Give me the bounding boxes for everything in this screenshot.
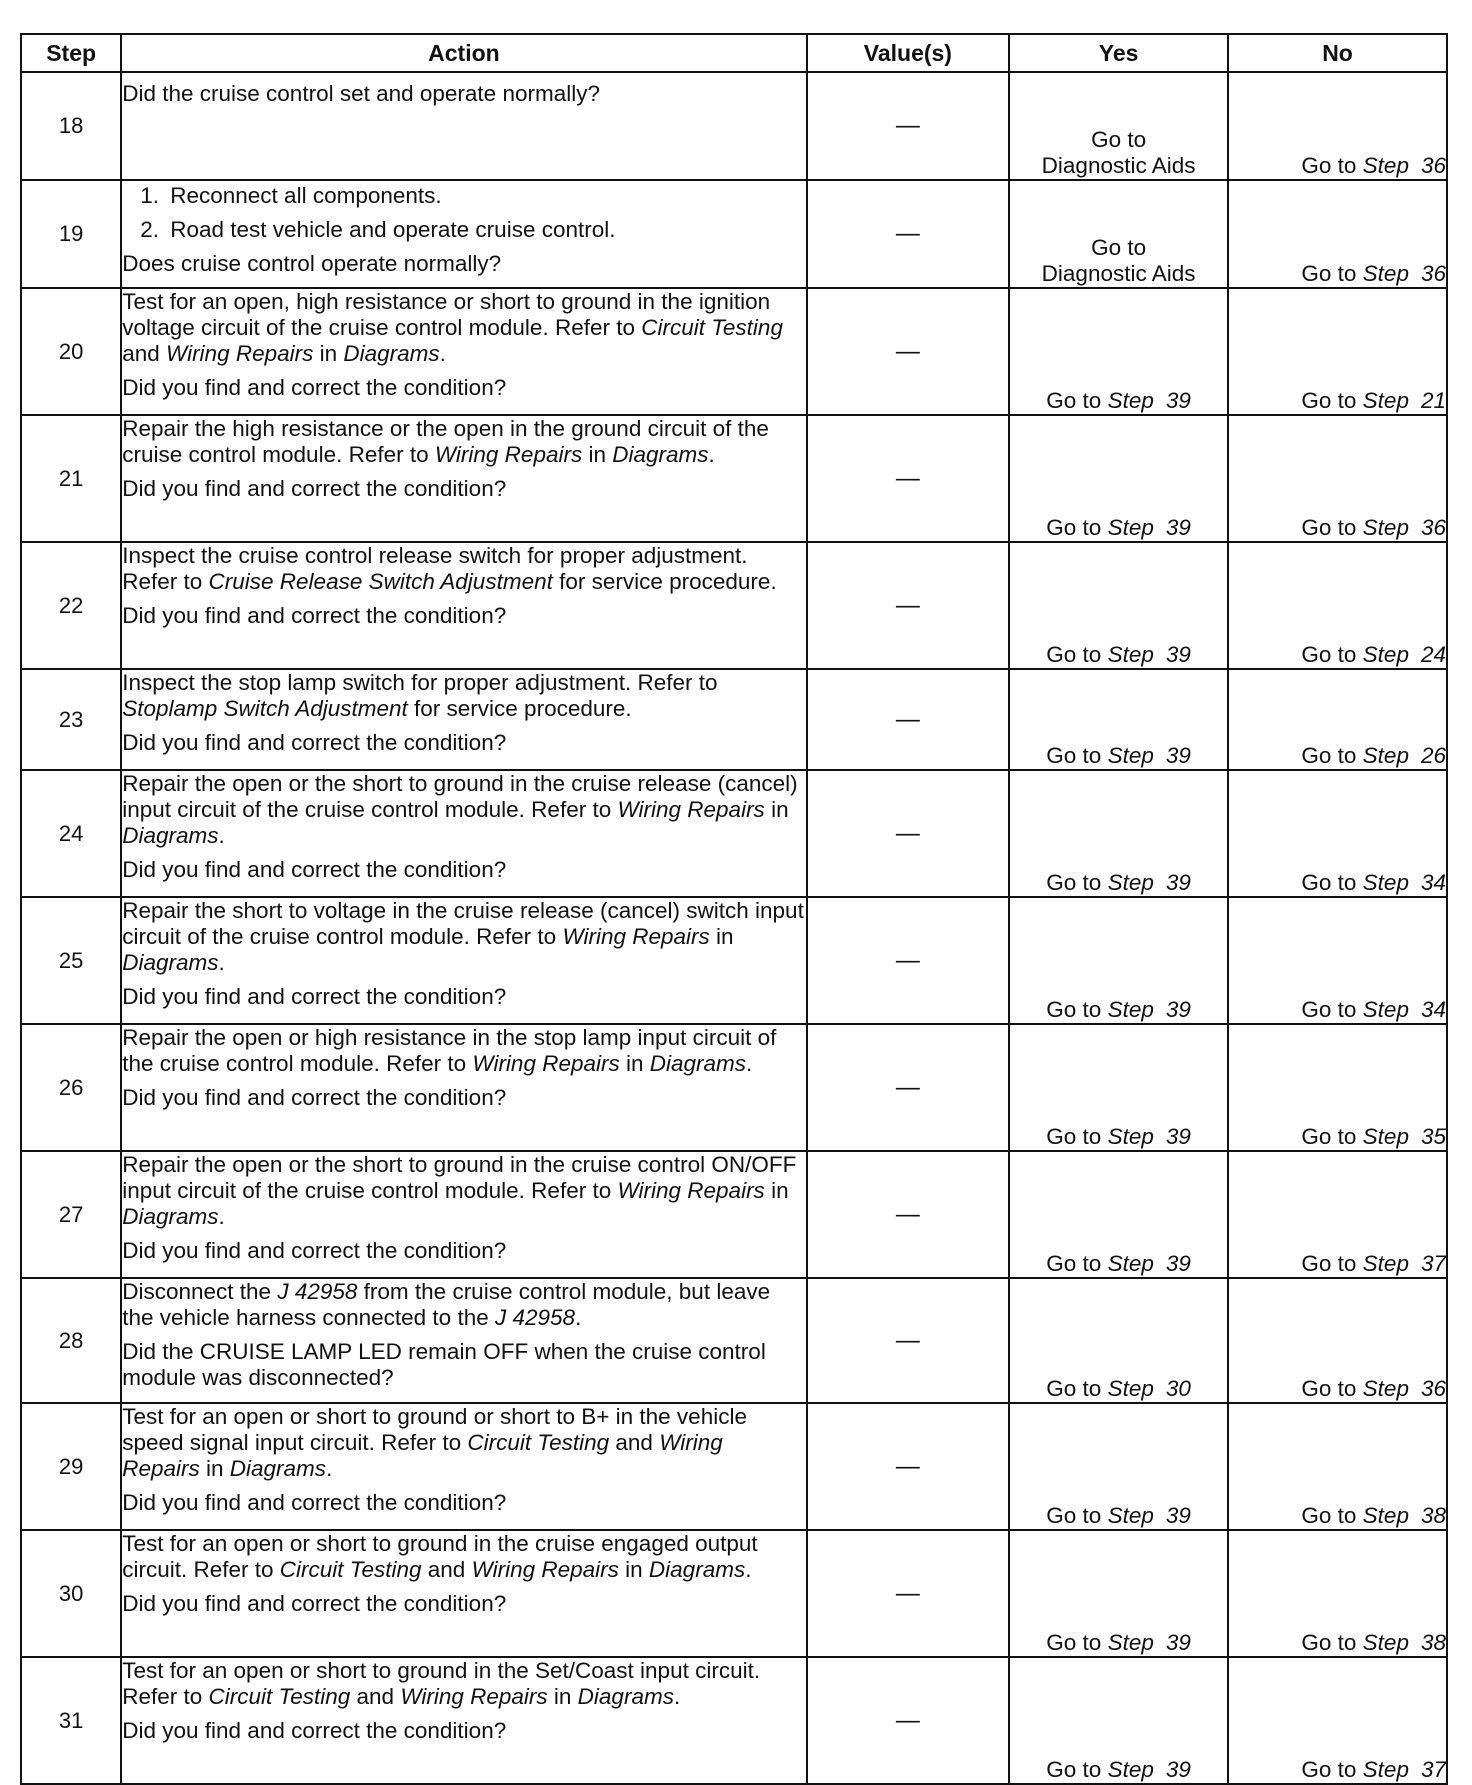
value-cell: — — [807, 1024, 1010, 1151]
reference-link: Wiring Repairs — [562, 924, 710, 949]
list-item-number: 1. — [140, 183, 159, 208]
step-number-cell: 18 — [21, 72, 121, 180]
step-number: 39 — [1165, 870, 1191, 895]
instruction-text: . — [708, 442, 715, 467]
action-question: Did you find and correct the condition? — [122, 730, 507, 755]
step-number: 39 — [1165, 642, 1191, 667]
action-cell — [121, 180, 806, 288]
reference-link: Diagrams — [229, 1456, 327, 1481]
step-word: Step — [1107, 1376, 1154, 1401]
yes-cell — [1009, 669, 1228, 770]
step-word: Step — [1362, 1376, 1409, 1401]
table-row — [21, 180, 1447, 288]
goto-label: Go to — [1046, 1376, 1102, 1401]
step-number: 39 — [1165, 743, 1191, 768]
goto-step-ref — [1301, 515, 1446, 540]
goto-step-ref — [1301, 388, 1446, 413]
instruction-text: . — [746, 1051, 753, 1076]
reference-link: Wiring Repairs — [122, 1430, 723, 1481]
action-cell — [121, 1403, 806, 1530]
action-cell — [121, 72, 806, 180]
reference-link: Diagrams — [577, 1684, 674, 1709]
instruction-text: and — [350, 1684, 401, 1709]
step-word: Step — [1107, 1251, 1154, 1276]
goto-step-ref — [1046, 1251, 1191, 1276]
value-cell: — — [807, 288, 1010, 415]
step-word: Step — [1107, 743, 1154, 768]
reference-link: Diagrams — [648, 1557, 746, 1582]
goto-label: Go to — [1301, 1251, 1357, 1276]
instruction-text: Test for an open or short to ground in the Set/Coast input circuit. Refer to — [122, 1658, 761, 1709]
goto-step-ref — [1046, 1376, 1191, 1401]
value-cell: — — [807, 669, 1010, 770]
table-row — [21, 770, 1447, 897]
instruction-text: in — [313, 341, 344, 366]
instruction-text: Test for an open, high resistance or short to ground in the ignition voltage circuit of the cruise control module. Refer to — [122, 289, 771, 340]
goto-step-ref — [1046, 515, 1191, 540]
goto-target: Diagnostic Aids — [1041, 153, 1196, 178]
goto-target: Diagnostic Aids — [1041, 261, 1196, 286]
step-number: 36 — [1420, 1376, 1446, 1401]
goto-label: Go to — [1301, 997, 1357, 1022]
action-cell — [121, 1151, 806, 1278]
value-cell: — — [807, 180, 1010, 288]
goto-label: Go to — [1046, 870, 1102, 895]
yes-cell — [1009, 288, 1228, 415]
action-cell — [121, 288, 806, 415]
diagnostic-table — [20, 33, 1448, 1785]
instruction-text: in — [709, 924, 734, 949]
step-number: 39 — [1165, 997, 1191, 1022]
reference-link: Stoplamp Switch Adjustment — [122, 696, 408, 721]
no-cell — [1228, 1278, 1447, 1403]
goto-label: Go to — [1091, 235, 1147, 260]
goto-label: Go to — [1046, 743, 1102, 768]
goto-step-ref — [1046, 1503, 1191, 1528]
goto-step-ref — [1046, 1630, 1191, 1655]
step-number-cell: 24 — [21, 770, 121, 897]
instruction-text: Repair the open or high resistance in the stop lamp input circuit of the cruise control module. Refer to — [122, 1025, 777, 1076]
instruction-text: . — [575, 1305, 582, 1330]
value-cell: — — [807, 1530, 1010, 1657]
table-body — [21, 72, 1447, 1784]
goto-step-ref — [1301, 1124, 1446, 1149]
goto-label: Go to — [1046, 1630, 1102, 1655]
reference-link: Wiring Repairs — [400, 1684, 548, 1709]
goto-label: Go to — [1301, 870, 1357, 895]
action-question: Did you find and correct the condition? — [122, 1085, 507, 1110]
reference-link: Diagrams — [122, 950, 219, 975]
instruction-text: Inspect the stop lamp switch for proper adjustment. Refer to — [122, 670, 718, 695]
instruction-text: . — [745, 1557, 752, 1582]
yes-cell — [1009, 415, 1228, 542]
step-word: Step — [1107, 1503, 1154, 1528]
reference-link: Wiring Repairs — [617, 797, 765, 822]
instruction-text: . — [218, 950, 225, 975]
instruction-text: and — [122, 341, 167, 366]
action-instruction — [122, 1279, 805, 1331]
goto-label: Go to — [1301, 388, 1357, 413]
step-number-cell: 30 — [21, 1530, 121, 1657]
step-number-cell: 19 — [21, 180, 121, 288]
no-cell — [1228, 770, 1447, 897]
instruction-text: Inspect the cruise control release switch for proper adjustment. Refer to — [122, 543, 748, 594]
table-row — [21, 1530, 1447, 1657]
action-question: Did you find and correct the condition? — [122, 1718, 507, 1743]
action-instruction — [122, 1404, 805, 1482]
action-list — [122, 183, 805, 243]
instruction-text: Test for an open or short to ground in the cruise engaged output circuit. Refer to — [122, 1531, 758, 1582]
instruction-text: and — [609, 1430, 660, 1455]
yes-cell — [1009, 1657, 1228, 1784]
goto-step-ref — [1301, 1376, 1446, 1401]
goto-step-ref — [1046, 870, 1191, 895]
no-cell — [1228, 1657, 1447, 1784]
value-cell: — — [807, 415, 1010, 542]
action-question: Did you find and correct the condition? — [122, 476, 507, 501]
list-item-text: Road test vehicle and operate cruise control. — [170, 217, 616, 242]
table-row — [21, 1403, 1447, 1530]
instruction-text: . — [326, 1456, 333, 1481]
action-question: Did you find and correct the condition? — [122, 1591, 507, 1616]
step-word: Step — [1362, 153, 1409, 178]
step-number-cell: 21 — [21, 415, 121, 542]
goto-step-ref — [1301, 1630, 1446, 1655]
instruction-text: and — [421, 1557, 472, 1582]
yes-cell — [1009, 770, 1228, 897]
action-question: Did you find and correct the condition? — [122, 1490, 507, 1515]
step-number-cell: 23 — [21, 669, 121, 770]
goto-step-ref — [1046, 743, 1191, 768]
action-question: Did you find and correct the condition? — [122, 857, 507, 882]
action-question: Did you find and correct the condition? — [122, 603, 507, 628]
yes-cell — [1009, 897, 1228, 1024]
goto-label: Go to — [1301, 743, 1357, 768]
instruction-text: in — [764, 1178, 789, 1203]
step-word: Step — [1107, 997, 1154, 1022]
goto-label: Go to — [1301, 153, 1357, 178]
instruction-text: in — [582, 442, 613, 467]
table-row — [21, 72, 1447, 180]
value-cell: — — [807, 1278, 1010, 1403]
goto-step-ref — [1301, 1251, 1446, 1276]
action-question: Did you find and correct the condition? — [122, 1238, 507, 1263]
goto-label: Go to — [1046, 515, 1102, 540]
no-cell — [1228, 1024, 1447, 1151]
instruction-text: . — [439, 341, 446, 366]
step-number-cell: 31 — [21, 1657, 121, 1784]
step-number: 39 — [1165, 1503, 1191, 1528]
reference-link: Wiring Repairs — [434, 442, 583, 467]
table-row — [21, 1278, 1447, 1403]
table-row — [21, 1657, 1447, 1784]
action-instruction — [122, 416, 805, 468]
value-cell: — — [807, 1403, 1010, 1530]
no-cell — [1228, 180, 1447, 288]
action-list-item — [122, 217, 805, 243]
step-number-cell: 25 — [21, 897, 121, 1024]
step-word: Step — [1107, 1757, 1154, 1782]
instruction-text: Repair the short to voltage in the cruise release (cancel) switch input circuit of the cruise control module. Refer to — [122, 898, 804, 949]
step-word: Step — [1107, 515, 1154, 540]
value-cell: — — [807, 1657, 1010, 1784]
step-number: 26 — [1420, 743, 1446, 768]
step-number: 36 — [1420, 153, 1446, 178]
action-instruction — [122, 1152, 805, 1230]
goto-step-ref — [1046, 388, 1191, 413]
instruction-text: . — [218, 823, 225, 848]
reference-link: Circuit Testing — [279, 1557, 422, 1582]
action-cell — [121, 770, 806, 897]
action-cell — [121, 415, 806, 542]
value-cell: — — [807, 542, 1010, 669]
goto-label: Go to — [1046, 997, 1102, 1022]
table-row — [21, 415, 1447, 542]
instruction-text: in — [199, 1456, 230, 1481]
reference-link: Cruise Release Switch Adjustment — [208, 569, 553, 594]
table-row — [21, 669, 1447, 770]
step-word: Step — [1362, 1630, 1409, 1655]
no-cell — [1228, 1151, 1447, 1278]
header-step: Step — [21, 34, 121, 72]
table-row — [21, 542, 1447, 669]
list-item-text: Reconnect all components. — [170, 183, 442, 208]
action-question: Did you find and correct the condition? — [122, 375, 507, 400]
step-number-cell: 27 — [21, 1151, 121, 1278]
step-number: 37 — [1420, 1251, 1446, 1276]
step-number: 39 — [1165, 515, 1191, 540]
step-word: Step — [1362, 1124, 1409, 1149]
action-cell — [121, 897, 806, 1024]
action-instruction — [122, 1531, 805, 1583]
no-cell — [1228, 72, 1447, 180]
table-row — [21, 288, 1447, 415]
action-instruction — [122, 670, 805, 722]
goto-label: Go to — [1301, 1630, 1357, 1655]
yes-cell — [1009, 1278, 1228, 1403]
step-number: 39 — [1165, 1630, 1191, 1655]
reference-link: Circuit Testing — [467, 1430, 610, 1455]
step-number: 39 — [1165, 1124, 1191, 1149]
step-number-cell: 26 — [21, 1024, 121, 1151]
yes-cell — [1009, 1024, 1228, 1151]
value-cell: — — [807, 770, 1010, 897]
no-cell — [1228, 669, 1447, 770]
goto-label: Go to — [1046, 1757, 1102, 1782]
no-cell — [1228, 1403, 1447, 1530]
goto-step-ref — [1301, 870, 1446, 895]
step-number-cell: 29 — [21, 1403, 121, 1530]
step-number: 38 — [1420, 1503, 1446, 1528]
step-word: Step — [1362, 261, 1409, 286]
action-instruction — [122, 898, 805, 976]
goto-step-ref — [1301, 261, 1446, 286]
action-cell — [121, 542, 806, 669]
step-number: 39 — [1165, 1251, 1191, 1276]
instruction-text: . — [673, 1684, 681, 1709]
reference-link: Diagrams — [122, 1204, 219, 1229]
step-word: Step — [1362, 1757, 1409, 1782]
list-item-number: 2. — [140, 217, 159, 242]
step-word: Step — [1362, 1251, 1409, 1276]
table-row — [21, 1151, 1447, 1278]
yes-cell — [1009, 180, 1228, 288]
header-row — [21, 34, 1447, 72]
action-cell — [121, 1530, 806, 1657]
reference-link: Circuit Testing — [208, 1684, 351, 1709]
value-cell: — — [807, 1151, 1010, 1278]
step-number-cell: 28 — [21, 1278, 121, 1403]
step-number: 24 — [1420, 642, 1446, 667]
instruction-text: in — [619, 1051, 650, 1076]
reference-link: Wiring Repairs — [617, 1178, 765, 1203]
step-number: 39 — [1165, 1757, 1191, 1782]
no-cell — [1228, 542, 1447, 669]
reference-link: Diagrams — [612, 442, 709, 467]
instruction-text: Repair the open or the short to ground in the cruise control ON/OFF input circuit of the cruise control module. Refer to — [122, 1152, 797, 1203]
action-instruction — [122, 289, 805, 367]
instruction-text: in — [764, 797, 789, 822]
goto-label: Go to — [1046, 1251, 1102, 1276]
step-word: Step — [1362, 642, 1409, 667]
instruction-text: Disconnect the — [122, 1279, 278, 1304]
step-word: Step — [1362, 997, 1409, 1022]
reference-link: Wiring Repairs — [471, 1557, 619, 1582]
yes-cell — [1009, 1151, 1228, 1278]
action-cell — [121, 1024, 806, 1151]
no-cell — [1228, 415, 1447, 542]
value-cell: — — [807, 72, 1010, 180]
step-number: 35 — [1420, 1124, 1446, 1149]
step-word: Step — [1362, 515, 1409, 540]
reference-link: Wiring Repairs — [166, 341, 314, 366]
value-cell: — — [807, 897, 1010, 1024]
step-word: Step — [1107, 1630, 1154, 1655]
action-cell — [121, 1657, 806, 1784]
table-row — [21, 897, 1447, 1024]
goto-step-ref — [1301, 153, 1446, 178]
step-word: Step — [1362, 1503, 1409, 1528]
yes-cell — [1009, 1403, 1228, 1530]
step-number: 39 — [1165, 388, 1191, 413]
step-number: 37 — [1420, 1757, 1446, 1782]
no-cell — [1228, 288, 1447, 415]
header-values: Value(s) — [807, 34, 1010, 72]
goto-step-ref — [1301, 642, 1446, 667]
goto-label: Go to — [1301, 1124, 1357, 1149]
action-question: Does cruise control operate normally? — [122, 251, 502, 276]
no-cell — [1228, 1530, 1447, 1657]
action-instruction — [122, 771, 805, 849]
goto-label: Go to — [1301, 515, 1357, 540]
goto-label: Go to — [1301, 261, 1357, 286]
yes-cell — [1009, 1530, 1228, 1657]
reference-link: Wiring Repairs — [472, 1051, 620, 1076]
instruction-text: for service procedure. — [552, 569, 777, 594]
step-word: Step — [1362, 388, 1409, 413]
goto-step-ref — [1301, 997, 1446, 1022]
action-cell — [121, 669, 806, 770]
goto-step-ref — [1046, 997, 1191, 1022]
reference-link: J 42958 — [494, 1305, 576, 1330]
step-word: Step — [1362, 870, 1409, 895]
action-instruction — [122, 1025, 805, 1077]
instruction-text: in — [547, 1684, 578, 1709]
action-question: Did the cruise control set and operate normally? — [122, 81, 600, 106]
instruction-text: . — [218, 1204, 225, 1229]
goto-label: Go to — [1046, 1124, 1102, 1149]
step-word: Step — [1107, 1124, 1154, 1149]
reference-link: J 42958 — [277, 1279, 358, 1304]
action-question: Did you find and correct the condition? — [122, 984, 507, 1009]
step-number: 38 — [1420, 1630, 1446, 1655]
step-number: 36 — [1420, 515, 1446, 540]
no-cell — [1228, 897, 1447, 1024]
step-number: 30 — [1165, 1376, 1191, 1401]
reference-link: Diagrams — [122, 823, 219, 848]
step-word: Step — [1107, 870, 1154, 895]
goto-label: Go to — [1301, 642, 1357, 667]
action-instruction — [122, 543, 805, 595]
header-yes: Yes — [1009, 34, 1228, 72]
table-row — [21, 1024, 1447, 1151]
goto-label: Go to — [1301, 1503, 1357, 1528]
header-no: No — [1228, 34, 1447, 72]
step-word: Step — [1107, 642, 1154, 667]
goto-label: Go to — [1301, 1376, 1357, 1401]
step-number: 36 — [1420, 261, 1446, 286]
reference-link: Diagrams — [649, 1051, 747, 1076]
goto-label: Go to — [1091, 127, 1147, 152]
yes-cell — [1009, 542, 1228, 669]
reference-link: Circuit Testing — [641, 315, 783, 340]
goto-step-ref — [1301, 1757, 1446, 1782]
step-number-cell: 20 — [21, 288, 121, 415]
action-cell — [121, 1278, 806, 1403]
step-number: 34 — [1420, 870, 1446, 895]
step-number-cell: 22 — [21, 542, 121, 669]
yes-cell — [1009, 72, 1228, 180]
goto-label: Go to — [1046, 388, 1102, 413]
step-number: 34 — [1420, 997, 1446, 1022]
action-list-item — [122, 183, 805, 209]
action-question: Did the CRUISE LAMP LED remain OFF when the cruise control module was disconnected? — [122, 1339, 766, 1390]
header-action: Action — [121, 34, 806, 72]
step-word: Step — [1362, 743, 1409, 768]
step-word: Step — [1107, 388, 1154, 413]
action-instruction — [122, 1658, 805, 1710]
diagnostic-table-page — [20, 33, 1448, 1785]
goto-step-ref — [1301, 743, 1446, 768]
step-number: 21 — [1420, 388, 1446, 413]
instruction-text: in — [618, 1557, 649, 1582]
goto-step-ref — [1046, 1124, 1191, 1149]
instruction-text: Repair the high resistance or the open in the ground circuit of the cruise control module. Refer to — [122, 416, 769, 467]
instruction-text: Test for an open or short to ground or short to B+ in the vehicle speed signal input circuit. Refer to — [122, 1404, 747, 1455]
goto-label: Go to — [1301, 1757, 1357, 1782]
instruction-text: from the cruise control module, but leave the vehicle harness connected to the — [122, 1279, 771, 1330]
goto-step-ref — [1046, 642, 1191, 667]
goto-label: Go to — [1046, 642, 1102, 667]
instruction-text: Repair the open or the short to ground in the cruise release (cancel) input circuit of the cruise control module. Refer to — [122, 771, 798, 822]
instruction-text: for service procedure. — [407, 696, 632, 721]
goto-step-ref — [1301, 1503, 1446, 1528]
goto-label: Go to — [1046, 1503, 1102, 1528]
reference-link: Diagrams — [343, 341, 440, 366]
goto-step-ref — [1046, 1757, 1191, 1782]
